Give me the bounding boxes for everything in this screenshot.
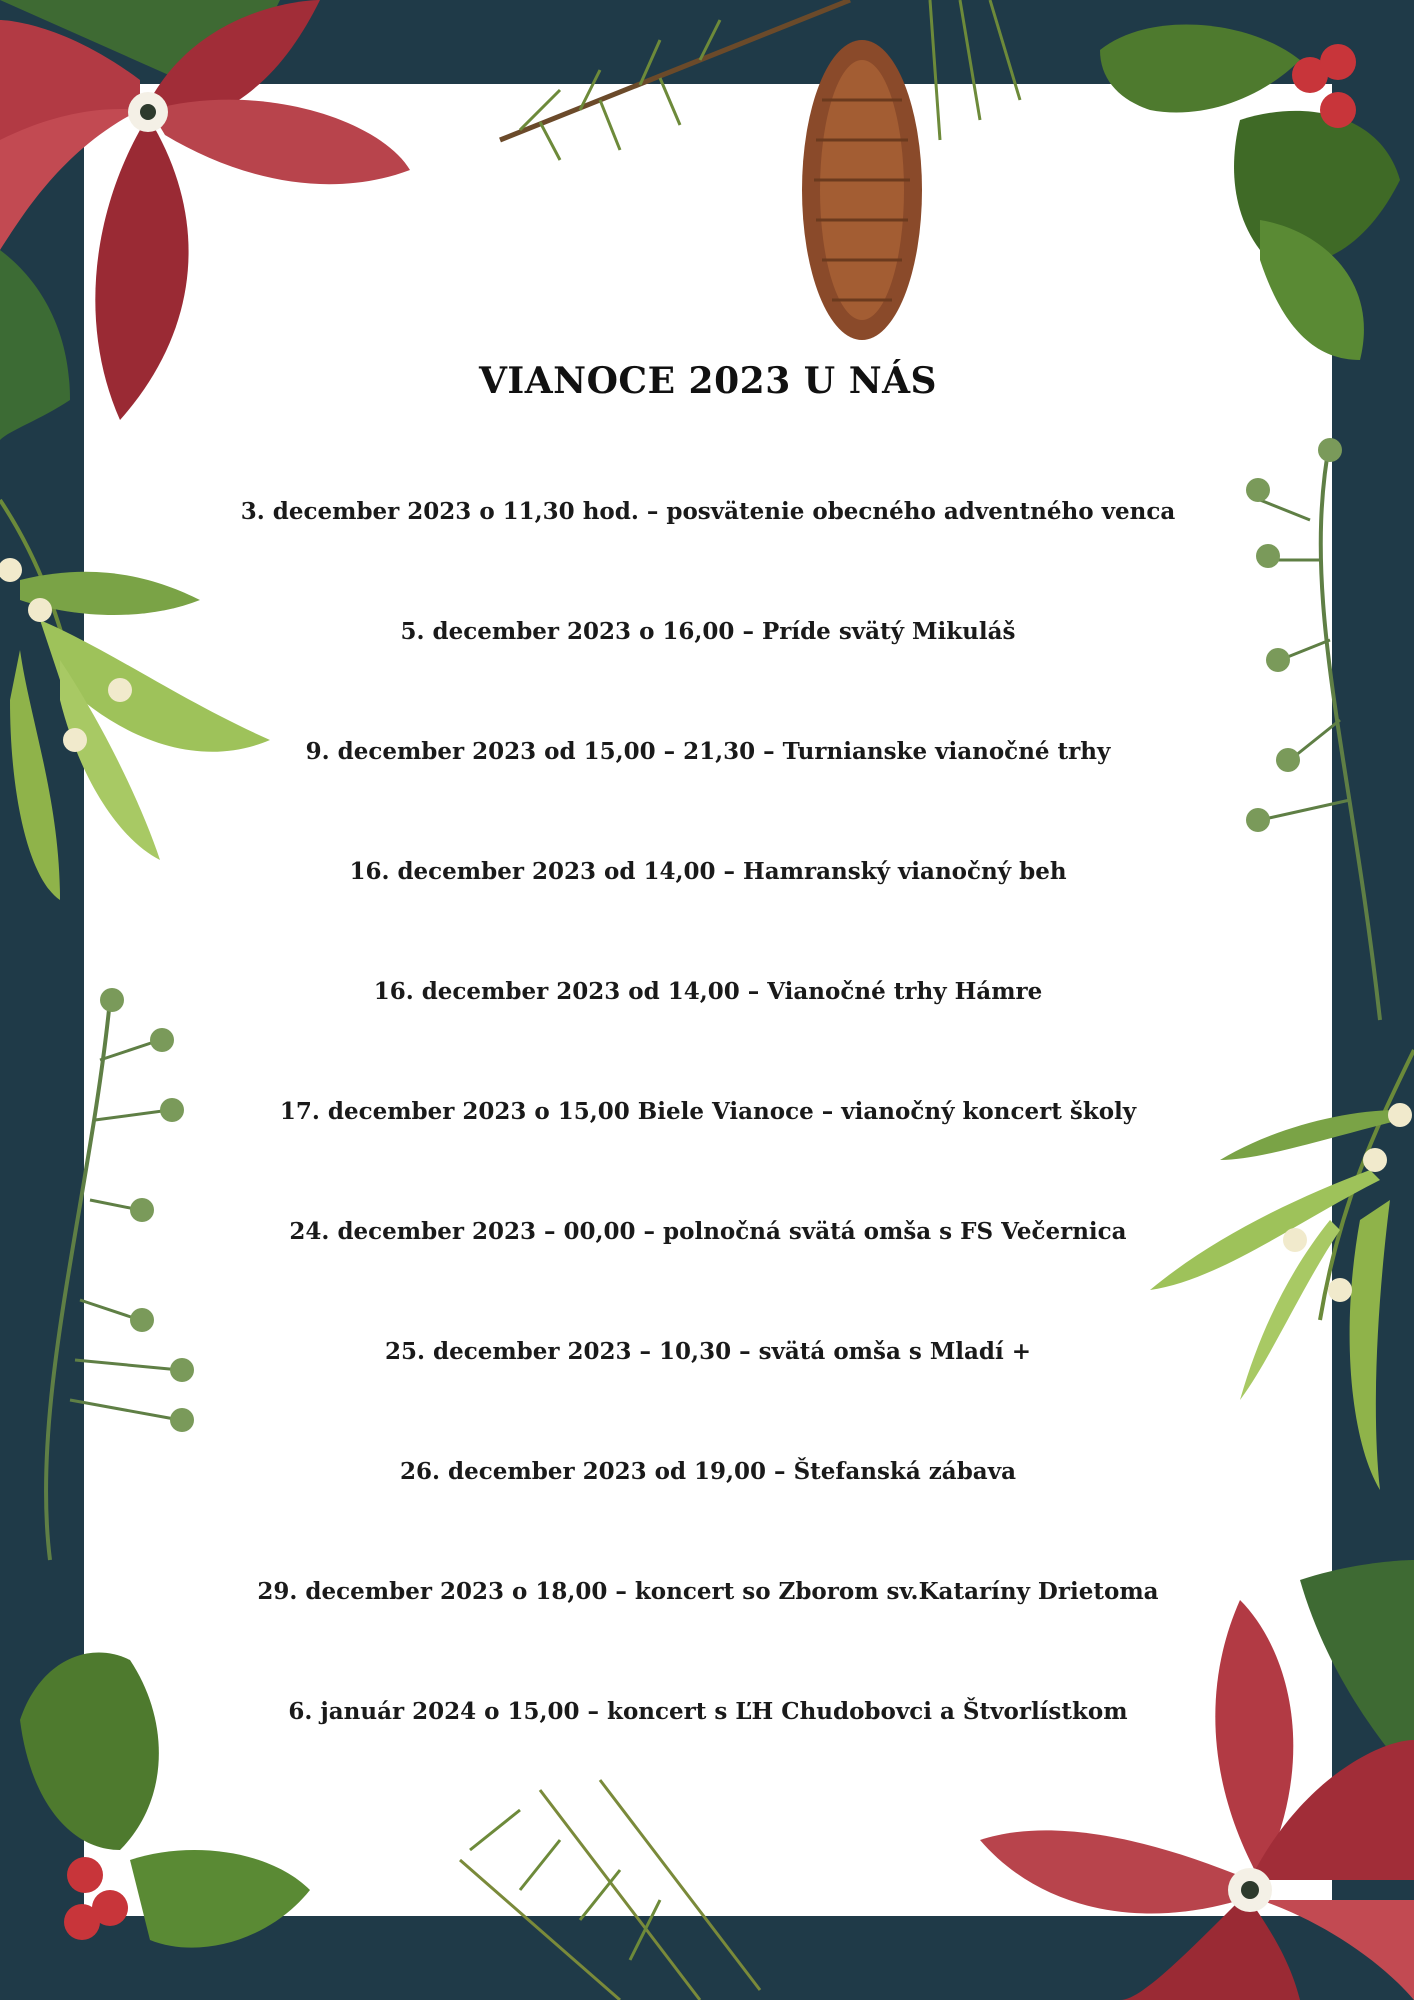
event-item: 16. december 2023 od 14,00 – Vianočné trhy Hámre [373, 978, 1043, 1005]
event-list [84, 500, 1332, 1820]
holly-top-right-icon [1100, 25, 1400, 360]
event-item: 25. december 2023 – 10,30 – svätá omša s Mladí + [384, 1338, 1032, 1365]
event-item: 26. december 2023 od 19,00 – Štefanská zábava [400, 1458, 1016, 1485]
event-item: 24. december 2023 – 00,00 – polnočná svätá omša s FS Večernica [289, 1218, 1127, 1245]
event-item: 3. december 2023 o 11,30 hod. – posvätenie obecného adventného venca [240, 498, 1176, 525]
poster-content [84, 360, 1332, 1725]
event-item: 29. december 2023 o 18,00 – koncert so Zborom sv.Kataríny Drietoma [257, 1578, 1159, 1605]
pinecone-icon [500, 0, 1020, 340]
event-item: 17. december 2023 o 15,00 Biele Vianoce – vianočný koncert školy [279, 1098, 1137, 1125]
poster-title: VIANOCE 2023 U NÁS [478, 360, 938, 402]
event-item: 16. december 2023 od 14,00 – Hamranský vianočný beh [349, 858, 1067, 885]
event-item: 5. december 2023 o 16,00 – Príde svätý Mikuláš [400, 618, 1016, 645]
event-item: 6. január 2024 o 15,00 – koncert s ĽH Chudobovci a Štvorlístkom [288, 1698, 1128, 1725]
event-item: 9. december 2023 od 15,00 – 21,30 – Turnianske vianočné trhy [305, 738, 1111, 765]
